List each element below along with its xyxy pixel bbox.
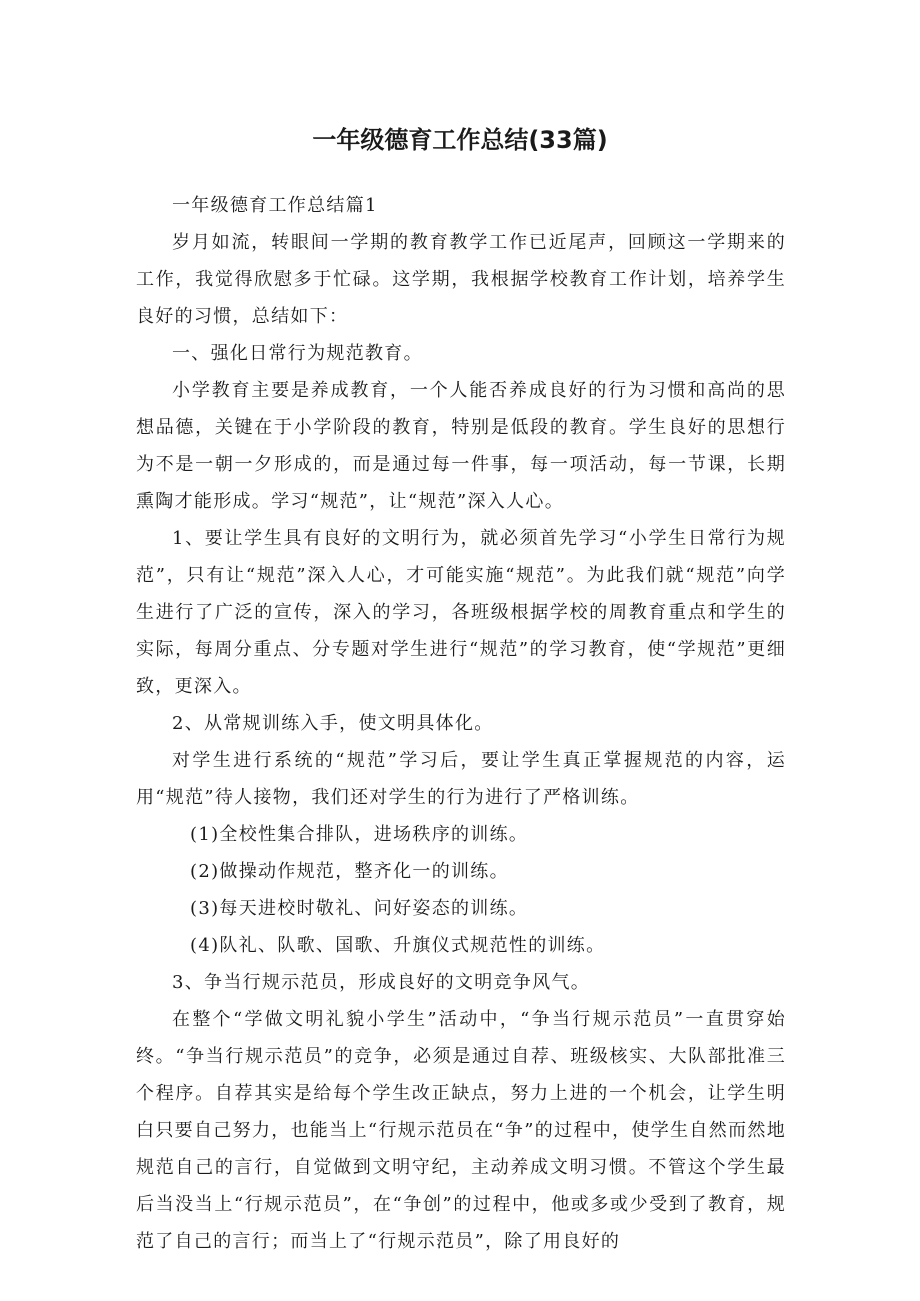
paragraph: 在整个“学做文明礼貌小学生”活动中，“争当行规示范员”一直贯穿始终。“争当行规示范员”的竞争，必须是通过自荐、班级核实、大队部批准三个程序。自荐其实是给每个学生改正缺点，努力上进的一个机会，让学生明白只要自己努力，也能当上“行规示范员在“争”的过程中，使学生自然而然地规范自己的言行，自觉做到文明守纪，主动养成文明习惯。不管这个学生最后当没当上“行规示范员”，在“争创”的过程中，他或多或少受到了教育，规范了自己的言行；而当上了“行规示范员”，除了用良好的 (136, 1009, 786, 1252)
training-item: (4)队礼、队歌、国歌、升旗仪式规范性的训练。 (190, 935, 606, 956)
document-body (136, 187, 786, 1260)
subheading: 3、争当行规示范员，形成良好的文明竞争风气。 (172, 972, 591, 993)
paragraph: 小学教育主要是养成教育，一个人能否养成良好的行为习惯和高尚的思想品德，关键在于小学阶段的教育，特别是低段的教育。学生良好的思想行为不是一朝一夕形成的，而是通过每一件事，每一项活动，每一节课，长期熏陶才能形成。学习“规范”，让“规范”深入人心。 (136, 380, 786, 512)
subheading: 一、强化日常行为规范教育。 (172, 343, 423, 364)
paragraph: 对学生进行系统的“规范”学习后，要让学生真正掌握规范的内容，运用“规范”待人接物，我们还对学生的行为进行了严格训练。 (136, 750, 786, 808)
section-heading: 一年级德育工作总结篇1 (172, 195, 378, 216)
training-item: (1)全校性集合排队，进场秩序的训练。 (190, 824, 529, 845)
training-item: (3)每天进校时敬礼、问好姿态的训练。 (190, 898, 529, 919)
paragraph: 岁月如流，转眼间一学期的教育教学工作已近尾声，回顾这一学期来的工作，我觉得欣慰多于忙碌。这学期，我根据学校教育工作计划，培养学生良好的习惯，总结如下： (136, 232, 786, 327)
document-title: 一年级德育工作总结(33篇) (312, 126, 608, 154)
subheading: 2、从常规训练入手，使文明具体化。 (172, 713, 494, 734)
training-item: (2)做操动作规范，整齐化一的训练。 (190, 861, 509, 882)
paragraph: 1、要让学生具有良好的文明行为，就必须首先学习“小学生日常行为规范”，只有让“规范”深入人心，才可能实施“规范”。为此我们就“规范”向学生进行了广泛的宣传，深入的学习，各班级根据学校的周教育重点和学生的实际，每周分重点、分专题对学生进行“规范”的学习教育，使“学规范”更细致，更深入。 (136, 528, 786, 697)
